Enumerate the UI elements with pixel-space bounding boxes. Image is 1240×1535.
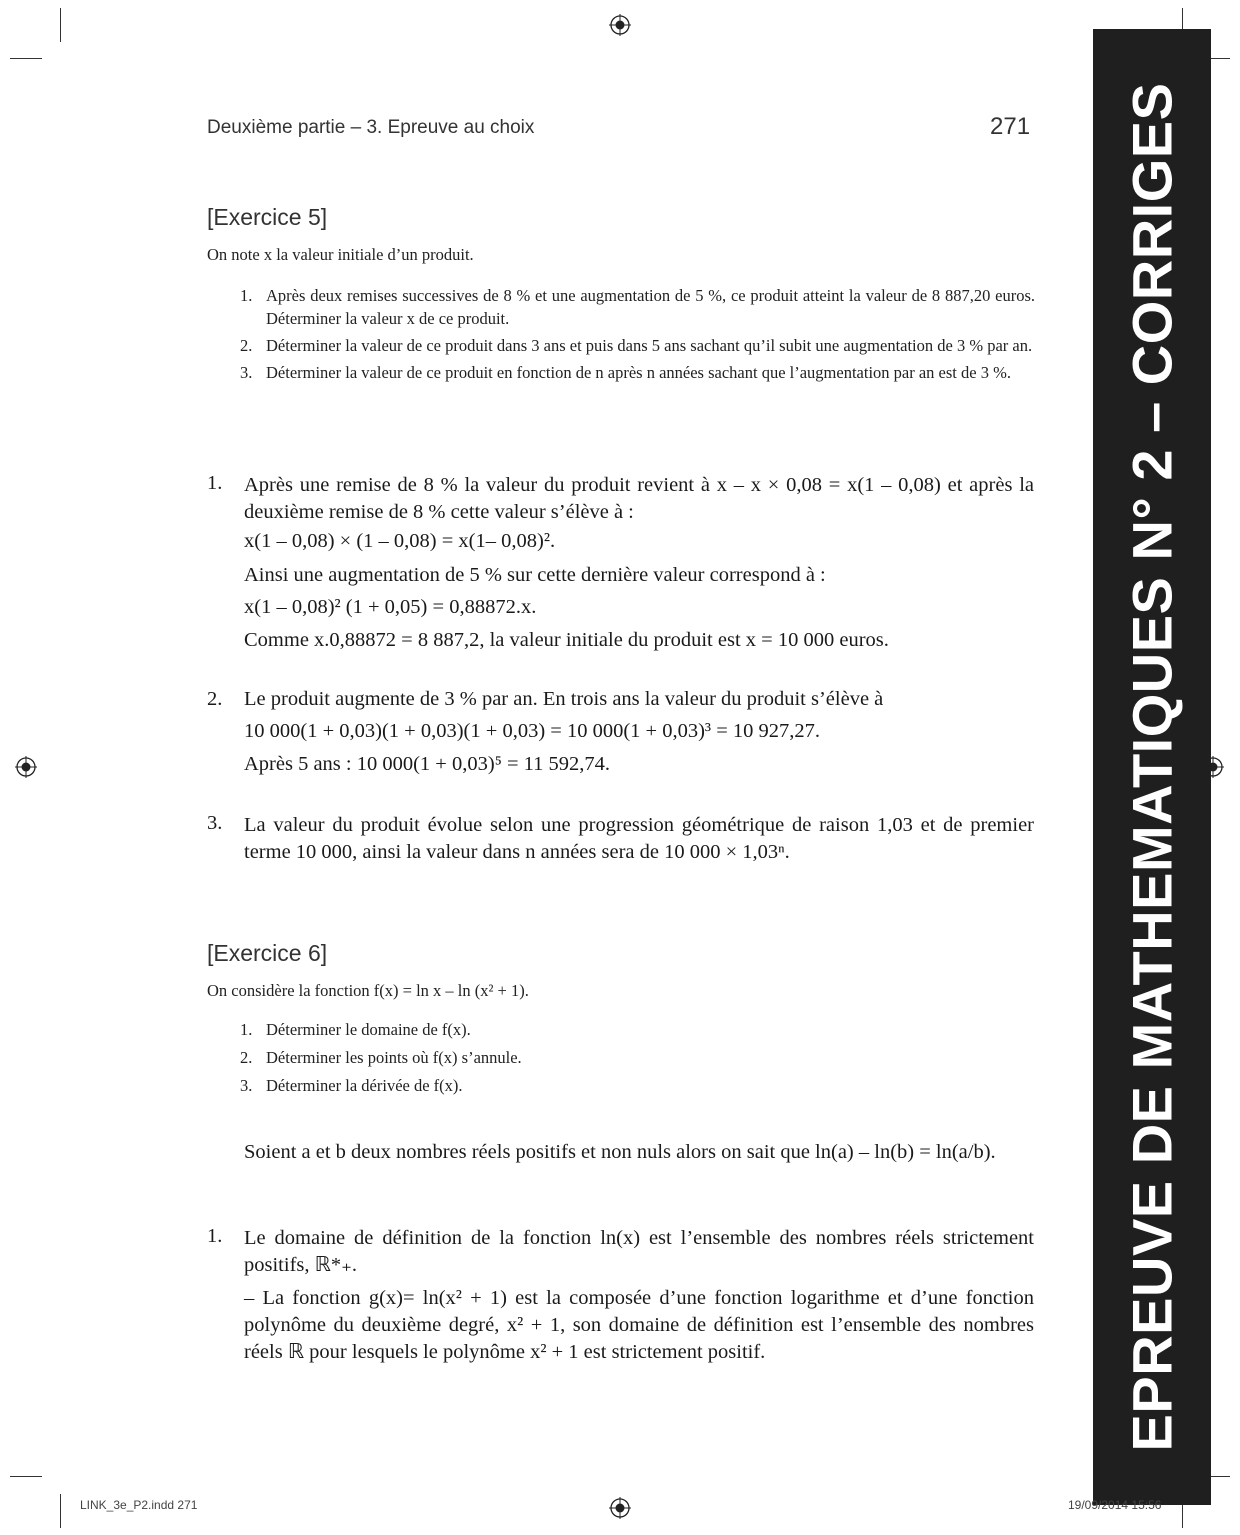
answer-line: Le produit augmente de 3 % par an. En trois ans la valeur du produit s’élève à [244, 688, 884, 710]
list-item-number: 1. [240, 1020, 253, 1039]
list-item-text: Déterminer le domaine de f(x). [266, 1020, 471, 1039]
list-item-text: Déterminer la valeur de ce produit dans 3 ans et puis dans 5 ans sachant qu’il subit une augmentation de 3 % par an. [266, 336, 1033, 355]
answer-formula: 10 000(1 + 0,03)(1 + 0,03)(1 + 0,03) = 10 000(1 + 0,03)³ = 10 927,27. [244, 720, 821, 742]
preamble-paragraph: Soient a et b deux nombres réels positifs et non nuls alors on sait que ln(a) – ln(b) = ln(a/b). [244, 1141, 996, 1163]
exercise-5-question-list [240, 284, 1035, 384]
side-banner [1093, 29, 1211, 1505]
list-item-number: 2. [240, 336, 253, 355]
answer-formula: x(1 – 0,08) × (1 – 0,08) = x(1– 0,08)². [244, 530, 556, 552]
answer-paragraph: La valeur du produit évolue selon une progression géométrique de raison 1,03 et de premier terme 10 000, ainsi la valeur dans n années sera de 10 000 × 1,03ⁿ. [244, 814, 1034, 863]
answer-paragraph: – La fonction g(x)= ln(x² + 1) est la composée d’une fonction logarithme et d’une fonction polynôme du deuxième degré, x² + 1, son domaine de définition est l’ensemble des nombres réels ℝ pour lesquels le polynôme x² + 1 est strictement positif. [244, 1287, 1034, 1363]
list-item [240, 1074, 1035, 1097]
registration-mark-icon [15, 756, 37, 778]
answer-line: Ainsi une augmentation de 5 % sur cette dernière valeur correspond à : [244, 564, 826, 586]
running-head: Deuxième partie – 3. Epreuve au choix [207, 117, 535, 138]
list-item [240, 334, 1035, 357]
answer-paragraph: Après une remise de 8 % la valeur du produit revient à x – x × 0,08 = x(1 – 0,08) et après la deuxième remise de 8 % cette valeur s’élève à : [244, 474, 1034, 523]
list-item [240, 1018, 1035, 1041]
registration-mark-icon [609, 1497, 631, 1519]
list-item-number: 3. [240, 1076, 253, 1095]
exercise-6-question-list [240, 1018, 1035, 1097]
side-banner-text: EPREUVE DE MATHEMATIQUES N° 2 – CORRIGES [1120, 82, 1184, 1452]
answer-number: 2. [207, 688, 223, 710]
crop-mark [60, 1494, 61, 1528]
list-item [240, 361, 1035, 384]
list-item-text: Déterminer la dérivée de f(x). [266, 1076, 463, 1095]
answer-number: 3. [207, 812, 223, 834]
list-item-text: Après deux remises successives de 8 % et une augmentation de 5 %, ce produit atteint la valeur de 8 887,20 euros. Déterminer la valeur x de ce produit. [266, 286, 1035, 328]
answer-number: 1. [207, 472, 223, 494]
exercise-5-title: [Exercice 5] [207, 204, 328, 230]
footer-file-slug: LINK_3e_P2.indd 271 [80, 1498, 198, 1512]
answer-number: 1. [207, 1225, 223, 1247]
footer-date-slug: 19/09/2014 15:56 [1068, 1498, 1162, 1512]
crop-mark [10, 58, 42, 59]
exercise-6-intro: On considère la fonction f(x) = ln x – ln (x² + 1). [207, 981, 529, 1000]
exercise-5-intro: On note x la valeur initiale d’un produit. [207, 245, 474, 264]
answer-formula: x(1 – 0,08)² (1 + 0,05) = 0,88872.x. [244, 596, 537, 618]
list-item-number: 2. [240, 1048, 253, 1067]
list-item-text: Déterminer la valeur de ce produit en fonction de n après n années sachant que l’augmentation par an est de 3 %. [266, 363, 1011, 382]
list-item-number: 3. [240, 363, 253, 382]
list-item [240, 1046, 1035, 1069]
answer-paragraph: Le domaine de définition de la fonction ln(x) est l’ensemble des nombres réels strictement positifs, ℝ*₊. [244, 1227, 1034, 1276]
answer-formula: Après 5 ans : 10 000(1 + 0,03)⁵ = 11 592,74. [244, 753, 611, 775]
answer-line: Comme x.0,88872 = 8 887,2, la valeur initiale du produit est x = 10 000 euros. [244, 629, 889, 651]
list-item [240, 284, 1035, 330]
registration-mark-icon [609, 14, 631, 36]
exercise-6-title: [Exercice 6] [207, 940, 328, 966]
list-item-text: Déterminer les points où f(x) s’annule. [266, 1048, 522, 1067]
list-item-number: 1. [240, 286, 253, 305]
page-number: 271 [990, 113, 1031, 140]
crop-mark [60, 8, 61, 42]
crop-mark [10, 1476, 42, 1477]
